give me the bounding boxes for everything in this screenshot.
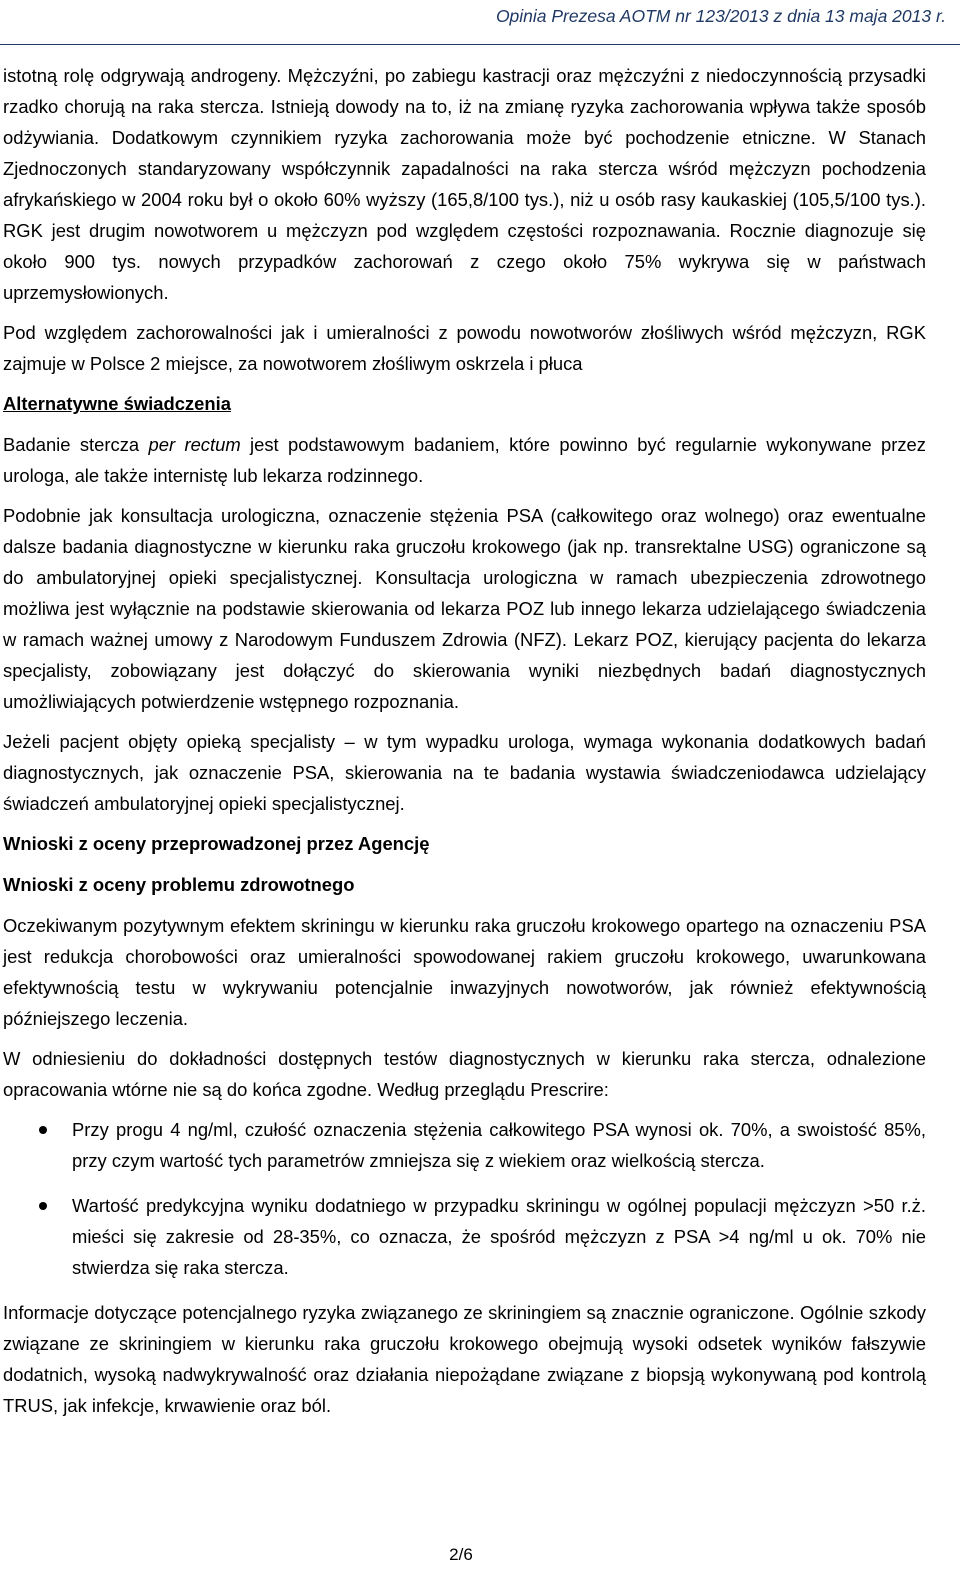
paragraph-rectal-exam xyxy=(3,429,926,491)
header-divider xyxy=(0,44,960,45)
paragraph-screening-effect: Oczekiwanym pozytywnym efektem skriningu w kierunku raka gruczołu krokowego opartego na oznaczeniu PSA jest redukcja chorobowości oraz umieralności spowodowanej rakiem gruczołu krokowego, uwarunkowana efektywnością testu w wykrywaniu potencjalnie inwazyjnych nowotworów, jak również efektywnością późniejszego leczenia. xyxy=(3,915,926,1029)
prescrire-findings-list xyxy=(3,1114,926,1283)
paragraph-test-accuracy: W odniesieniu do dokładności dostępnych testów diagnostycznych w kierunku raka stercza, odnalezione opracowania wtórne nie są do końca zgodne. Według przeglądu Prescrire: xyxy=(3,1048,926,1100)
heading-agency-conclusions: Wnioski z oceny przeprowadzonej przez Agencję xyxy=(3,833,430,854)
paragraph-screening-harms: Informacje dotyczące potencjalnego ryzyka związanego ze skriningiem są znacznie ograniczone. Ogólnie szkody związane ze skriningiem w kierunku raka gruczołu krokowego obejmują wysoki odsetek wyników fałszywie dodatnich, wysoką nadwykrywalność oraz działania niepożądane związane z biopsją wykonywaną pod kontrolą TRUS, jak infekcje, krwawienie oraz ból. xyxy=(3,1302,926,1416)
page-header-title: Opinia Prezesa AOTM nr 123/2013 z dnia 13 maja 2013 r. xyxy=(495,6,946,26)
paragraph-specialist-referral: Jeżeli pacjent objęty opieką specjalisty – w tym wypadku urologa, wymaga wykonania dodatkowych badań diagnostycznych, jak oznaczenie PSA, skierowania na te badania wystawia świadczeniodawca udzielający świadczeń ambulatoryjnej opieki specjalistycznej. xyxy=(3,731,926,814)
bullet-dot-icon xyxy=(39,1126,47,1134)
bullet-dot-icon xyxy=(39,1202,47,1210)
list-item-text: Wartość predykcyjna wyniku dodatniego w przypadku skriningu w ogólnej populacji mężczyzn >50 r.ż. mieści się zakresie od 28-35%, co oznacza, że spośród mężczyzn z PSA >4 ng/ml u ok. 70% nie stwierdza się raka stercza. xyxy=(72,1195,926,1278)
list-item xyxy=(3,1190,926,1283)
list-item xyxy=(3,1114,926,1176)
paragraph-risk-factors: istotną rolę odgrywają androgeny. Mężczyźni, po zabiegu kastracji oraz mężczyźni z niedoczynnością przysadki rzadko chorują na raka stercza. Istnieją dowody na to, iż na zmianę ryzyka zachorowania wpływa także sposób odżywiania. Dodatkowym czynnikiem ryzyka zachorowania może być pochodzenie etniczne. W Stanach Zjednoczonych standaryzowany współczynnik zapadalności na raka stercza wśród mężczyzn pochodzenia afrykańskiego w 2004 roku był o około 60% wyższy (165,8/100 tys.), niż u osób rasy kaukaskiej (105,5/100 tys.). RGK jest drugim nowotworem u mężczyzn pod względem częstości rozpoznawania. Rocznie diagnozuje się około 900 tys. nowych przypadków zachorowań z czego około 75% wykrywa się w państwach uprzemysłowionych. xyxy=(3,65,926,303)
rectal-exam-text-start: Badanie stercza xyxy=(3,434,149,455)
document-body xyxy=(3,60,926,1430)
list-item-text: Przy progu 4 ng/ml, czułość oznaczenia stężenia całkowitego PSA wynosi ok. 70%, a swoistość 85%, przy czym wartość tych parametrów zmniejsza się z wiekiem oraz wielkością stercza. xyxy=(72,1119,926,1171)
rectal-exam-text-end: jest podstawowym badaniem, które powinno być regularnie wykonywane przez urologa, ale także internistę lub lekarza rodzinnego. xyxy=(3,434,926,486)
heading-health-problem-conclusions: Wnioski z oceny problemu zdrowotnego xyxy=(3,874,355,895)
rectal-exam-italic-term: per rectum xyxy=(148,434,241,455)
paragraph-poland-ranking: Pod względem zachorowalności jak i umieralności z powodu nowotworów złośliwych wśród mężczyzn, RGK zajmuje w Polsce 2 miejsce, za nowotworem złośliwym oskrzela i płuca xyxy=(3,322,926,374)
heading-alternative-services: Alternatywne świadczenia xyxy=(3,393,231,414)
paragraph-urology-consultation: Podobnie jak konsultacja urologiczna, oznaczenie stężenia PSA (całkowitego oraz wolnego) oraz ewentualne dalsze badania diagnostyczne w kierunku raka gruczołu krokowego (jak np. transrektalne USG) ograniczone są do ambulatoryjnej opieki specjalistycznej. Konsultacja urologiczna w ramach ubezpieczenia zdrowotnego możliwa jest wyłącznie na podstawie skierowania od lekarza POZ lub innego lekarza udzielającego świadczenia w ramach ważnej umowy z Narodowym Funduszem Zdrowia (NFZ). Lekarz POZ, kierujący pacjenta do lekarza specjalisty, zobowiązany jest dołączyć do skierowania wyniki niezbędnych badań diagnostycznych umożliwiających potwierdzenie wstępnego rozpoznania. xyxy=(3,505,926,712)
page-number: 2/6 xyxy=(449,1545,473,1564)
